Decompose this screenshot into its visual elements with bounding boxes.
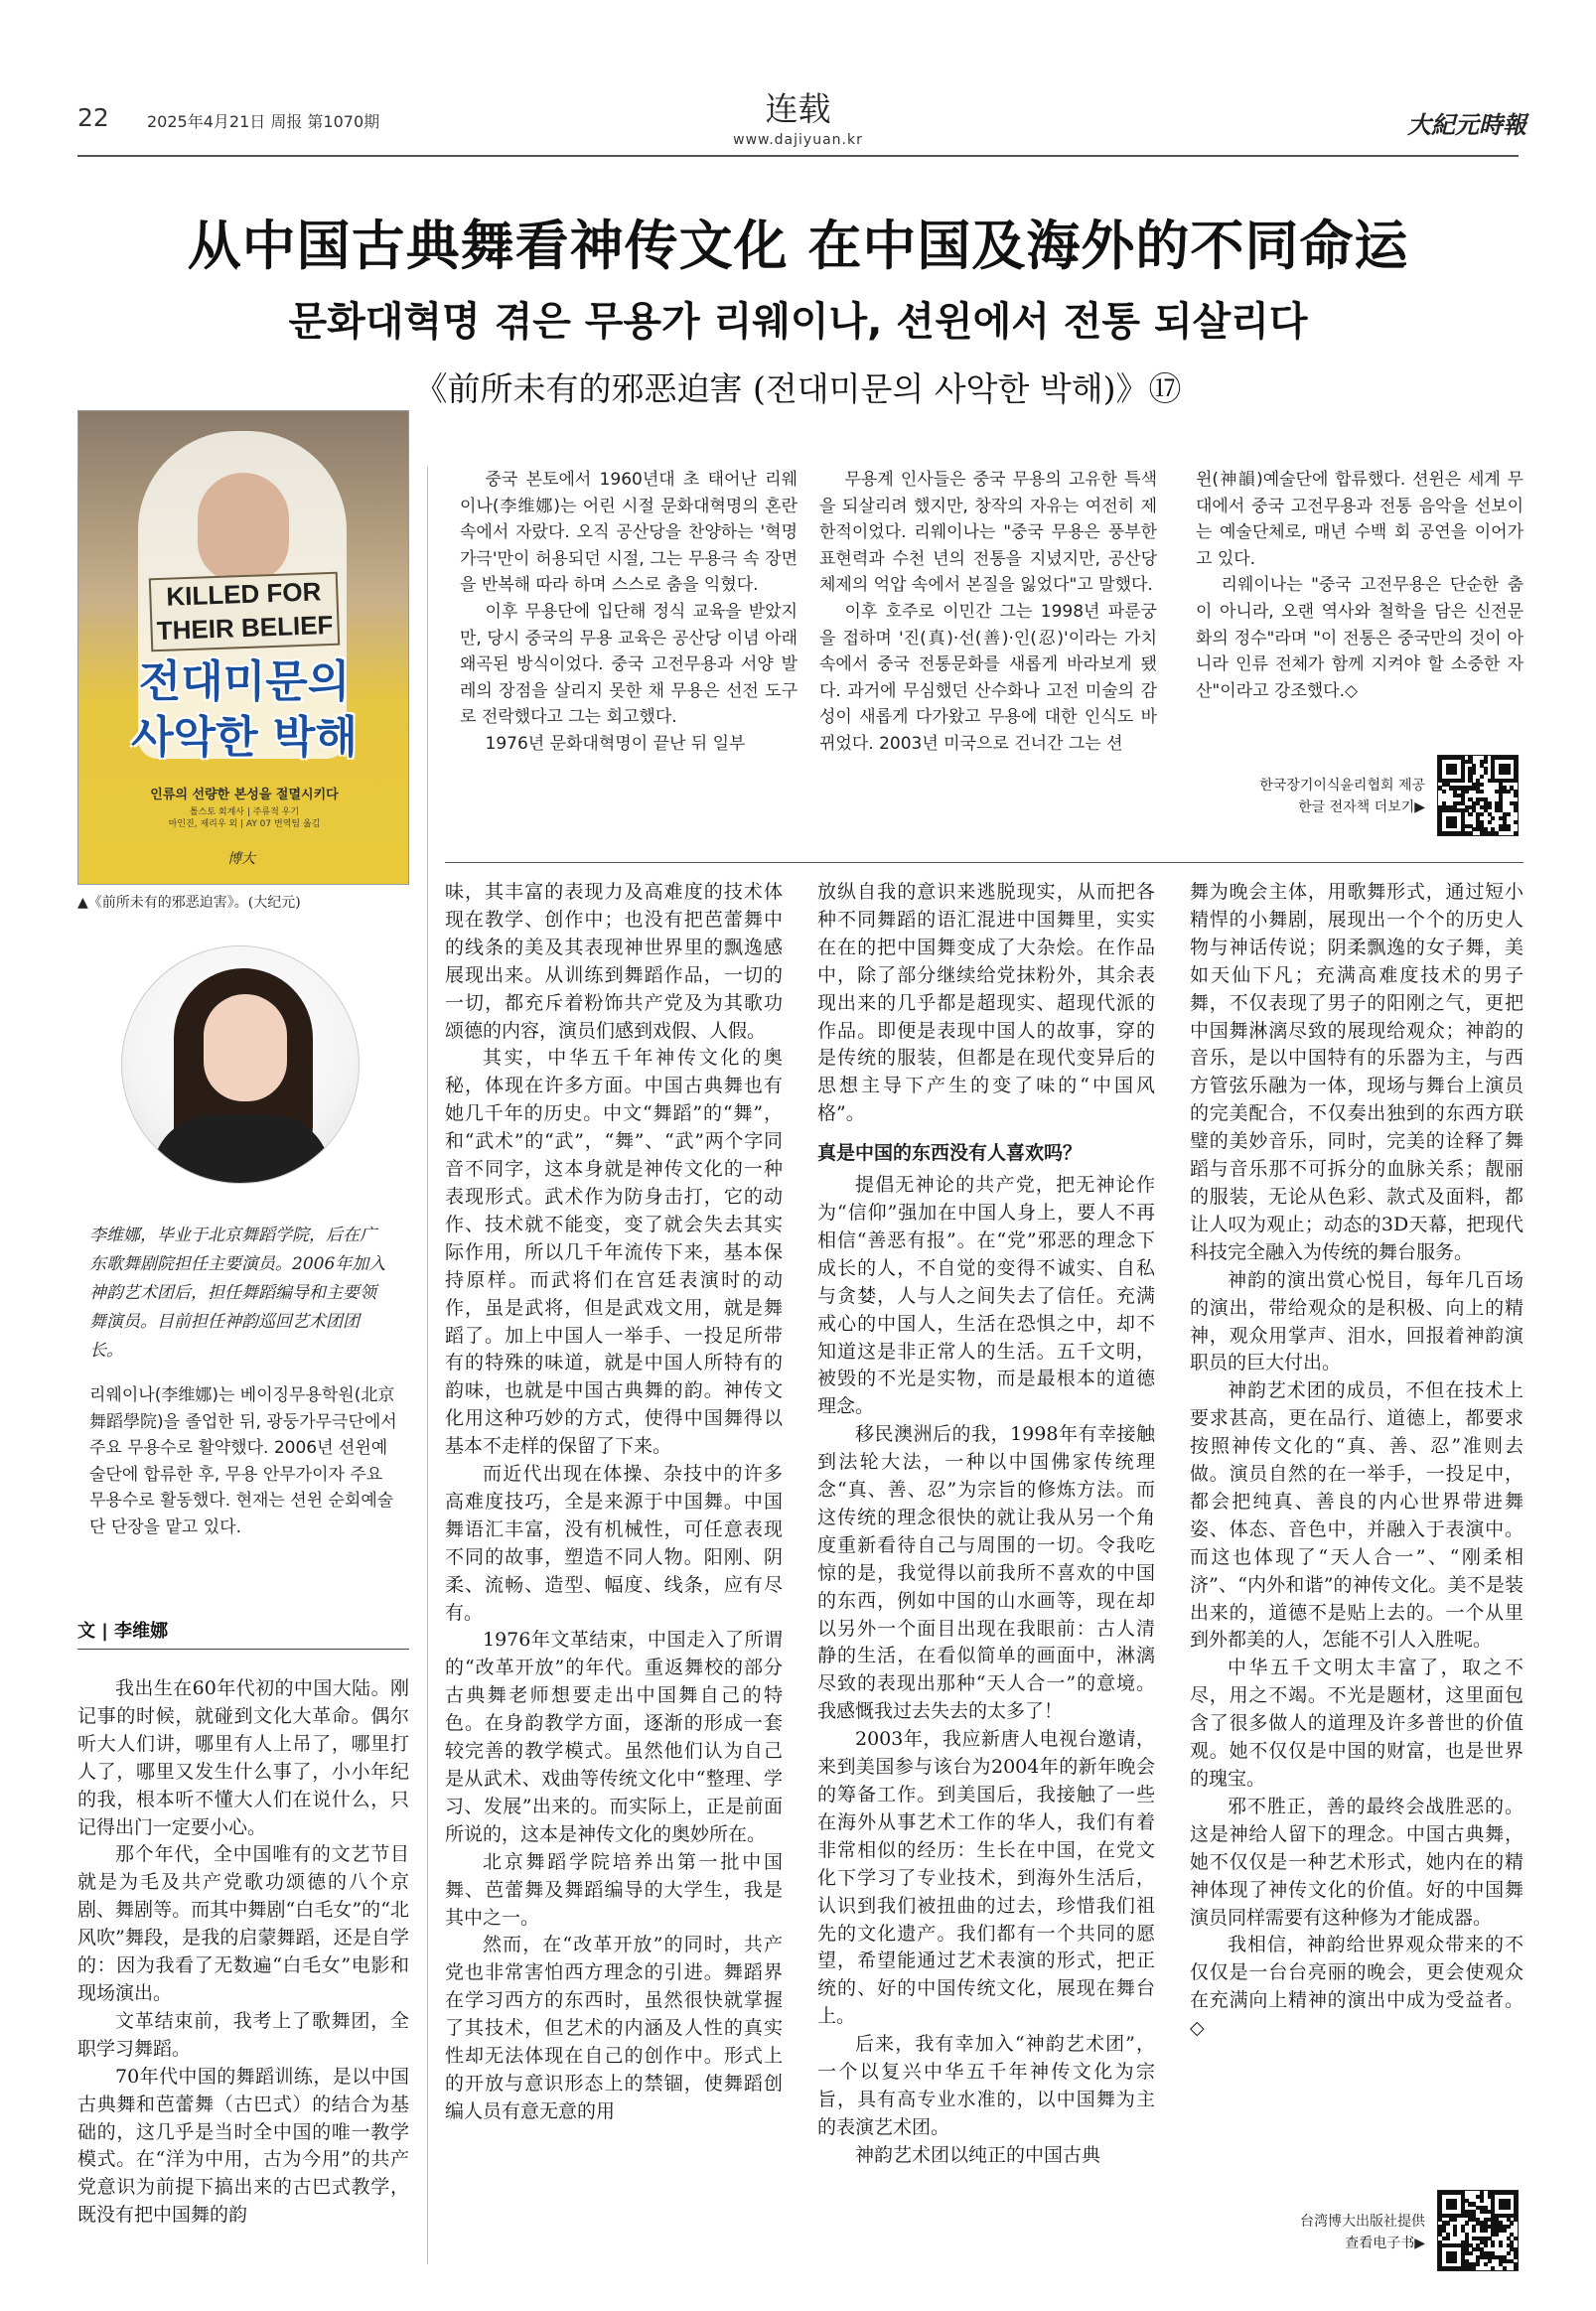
qr-module: [1465, 790, 1469, 794]
qr-module: [1507, 790, 1511, 794]
qr-module: [1507, 2251, 1511, 2255]
qr-module: [1468, 2251, 1472, 2255]
cover-sign-line2: THEIR BELIEF: [156, 609, 334, 647]
chinese-paragraph: 放纵自我的意识来逃脱现实，从而把各种不同舞蹈的语汇混进中国舞里，实实在在的把中国舞变成了大杂烩。在作品中，除了部分继续给党抹粉外，其余表现出来的几乎都是超现实、超现代派的作品。即便是表现中国人的故事，穿的是传统的服装，但都是在现代变异后的思想主导下产生的变了味的“中国风格”。: [817, 881, 1155, 1125]
chinese-paragraph: 神韵艺术团以纯正的中国古典: [855, 2143, 1101, 2166]
series-title: 《前所未有的邪恶迫害 (전대미문의 사악한 박해)》⑰: [414, 369, 1182, 408]
chinese-column-3: [1190, 879, 1523, 2043]
qr-module: [1507, 812, 1511, 816]
qr-module: [1480, 812, 1484, 816]
cover-credits-line2: 마인진, 제리우 외 | AY 07 번역팀 옮김: [168, 819, 321, 829]
cover-sign-line1: KILLED FOR: [165, 576, 322, 612]
qr-module: [1514, 808, 1518, 812]
chinese-paragraph: 1976年文革结束，中国走入了所谓的“改革开放”的年代。重返舞校的部分古典舞老师想要走出中国舞自己的特色。在身韵教学方面，逐渐的形成一套较完善的教学模式。虽然他们认为自己是从武术、戏曲等传统文化中“整理、学习、发展”出来的。而实际上，正是前面所说的，这本是神传文化的奥妙所在。: [445, 1629, 783, 1845]
cover-face: [198, 473, 289, 582]
site-url[interactable]: www.dajiyuan.kr: [733, 132, 863, 148]
cover-credits-line1: 톨스토 회계사 | 주류적 우기: [189, 807, 300, 817]
chinese-paragraph: 文革结束前，我考上了歌舞团，全职学习舞蹈。: [77, 2009, 409, 2060]
column-divider: [427, 467, 428, 2264]
cover-subtitle: 인류의 선량한 본성을 절멸시키다: [150, 788, 339, 802]
issue-date: 2025年4月21日 周报 第1070期: [147, 112, 380, 131]
qr-module: [1514, 794, 1518, 797]
qr-module: [1514, 779, 1518, 783]
qr-module: [1499, 2243, 1503, 2247]
chinese-paragraph: 2003年，我应新唐人电视台邀请，来到美国参与该台为2004年的新年晚会的筹备工作。到美国后，我接触了一些在海外从事艺术工作的华人，我们有着非常相似的经历：生长在中国，在党文化下学习了专业技术，到海外生活后，认识到我们被扭曲的过去，珍惜我们祖先的文化遗产。我们都有一个共同的愿望，希望能通过艺术表演的形式，把正统的、好的中国传统文化，展现在舞台上。: [817, 1728, 1155, 2028]
qr-module: [1507, 771, 1511, 775]
chinese-paragraph: 移民澳洲后的我，1998年有幸接触到法轮大法，一种以中国佛家传统理念“真、善、忍”为宗旨的修炼方法。而这传统的理念很快的就让我从另一个角度重新看待自己与周围的一切。令我吃惊的是，我觉得以前我所不喜欢的中国的东西，例如中国的山水画等，现在却以另外一个面目出现在我眼前：古人清静的生活，在看似简单的画面中，淋漓尽致的表现出那种“天人合一”的意境。我感慨我过去失去的太多了！: [817, 1423, 1155, 1723]
korean-paragraph: 윈(神韻)예술단에 합류했다. 션윈은 세계 무대에서 중국 고전무용과 전통 음악을 선보이는 예술단체로, 매년 수백 회 공연을 이어가고 있다.: [1196, 470, 1523, 569]
chinese-paragraph: 提倡无神论的共产党，把无神论作为“信仰”强加在中国人身上，要人不再相信“善恶有报”。在“党”邪恶的理念下成长的人，不自觉的变得不诚实、自私与贪婪，人与人之间失去了信任。充满戒心的中国人，生活在恐惧之中，却不知道这是非正常人的生活。五千文明，被毁的不光是实物，而是最根本的道德理念。: [817, 1174, 1155, 1418]
chinese-paragraph: 神韵艺术团的成员，不但在技术上要求甚高，更在品行、道德上，都要求按照神传文化的“真、善、忍”准则去做。演员自然的在一举手，一投足中，都会把纯真、善良的内心世界带进舞姿、体态、音色中，并融入于表演中。而这也体现了“天人合一”、“刚柔相济”、“内外和谐”的神传文化。美不是装出来的，道德不是贴上去的。一个从里到外都美的人，怎能不引人入胜呢。: [1190, 1379, 1523, 1652]
cover-publisher-logo: 博大: [227, 851, 255, 867]
korean-paragraph: 1976년 문화대혁명이 끝난 뒤 일부: [485, 733, 746, 754]
korean-column-3: [1196, 467, 1523, 704]
qr-module: [1480, 790, 1484, 794]
chinese-paragraph: 我相信，神韵给世界观众带来的不仅仅是一台台亮丽的晚会，更会使观众在充满向上精神的演出中成为受益者。◇: [1190, 1934, 1523, 2040]
chinese-paragraph: 那个年代，全中国唯有的文艺节目就是为毛及共产党歌功颂德的八个京剧、舞剧等。而其中舞剧“白毛女”的“北风吹”舞段，是我的启蒙舞蹈，还是自学的：因为我看了无数遍“白毛女”电影和现场演出。: [77, 1843, 409, 2004]
page-number: 22: [77, 103, 109, 132]
chinese-paragraph: 后来，我有幸加入“神韵艺术团”，一个以复兴中华五千年神传文化为宗旨，具有高专业水准的，以中国舞为主的表演艺术团。: [817, 2033, 1155, 2138]
author-bio-chinese: 李维娜，毕业于北京舞蹈学院，后在广东歌舞剧院担任主要演员。2006年加入神韵艺术团后，担任舞蹈编导和主要领舞演员。目前担任神韵巡回艺术团团长。: [89, 1226, 386, 1361]
qr-module: [1491, 2266, 1495, 2270]
chinese-paragraph: 北京舞蹈学院培养出第一批中国舞、芭蕾舞及舞蹈编导的大学生，我是其中之一。: [445, 1850, 783, 1929]
qr-module: [1480, 2199, 1484, 2203]
cover-credits: [78, 806, 409, 830]
cover-title: [78, 654, 409, 766]
korean-paragraph: 리웨이나는 "중국 고전무용은 단순한 춤이 아니라, 오랜 역사와 철학을 담은 신전문화의 정수"라며 "이 전통은 중국만의 것이 아니라 인류 전체가 함께 지켜야 할 소중한 자산"이라고 강조했다.◇: [1196, 575, 1523, 701]
chinese-ebook-link[interactable]: 查看电子书▶: [1345, 2236, 1425, 2251]
header-divider: [77, 155, 1519, 157]
main-headline: 从中国古典舞看神传文化 在中国及海外的不同命运: [187, 214, 1409, 277]
qr-module: [1453, 2259, 1457, 2263]
portrait-body: [152, 1115, 331, 1184]
chinese-ebook-caption: [1212, 2211, 1425, 2254]
qr-module: [1480, 783, 1484, 787]
korean-paragraph: 이후 호주로 이민간 그는 1998년 파룬궁을 접하며 '진(真)·선(善)·인(忍)'이라는 가치 속에서 중국 전통문화를 새롭게 바라보게 됐다. 과거에 무심했던 산수화나 고전 미술의 감성이 새롭게 다가왔고 무용에 대한 인식도 바뀌었다. 2003년 미국으로 건너간 그는 션: [819, 601, 1157, 754]
qr-module: [1507, 2225, 1511, 2229]
qr-module: [1476, 2262, 1480, 2266]
qr-module: [1491, 816, 1495, 820]
qr-module: [1514, 2266, 1518, 2270]
chinese-paragraph: 中华五千文明太丰富了，取之不尽，用之不竭。不光是题材，这里面包含了很多做人的道理及许多普世的价值观。她不仅仅是中国的财富，也是世界的瑰宝。: [1190, 1657, 1523, 1790]
byline: 文 | 李维娜: [77, 1621, 169, 1642]
qr-module: [1484, 771, 1488, 775]
qr-module: [1514, 2255, 1518, 2259]
masthead-logo: 大紀元時報: [1407, 110, 1526, 139]
qr-module: [1453, 2233, 1457, 2237]
chinese-paragraph: 邪不胜正，善的最终会战胜恶的。这是神给人留下的理念。中国古典舞，她不仅仅是一种艺术形式，她内在的精神体现了神传文化的价值。好的中国舞演员同样需要有这种修为才能成器。: [1190, 1795, 1523, 1929]
cover-title-line1: 전대미문의: [138, 656, 351, 707]
book-caption: ▲《前所未有的邪恶迫害》。(大纪元): [77, 895, 301, 911]
qr-module: [1514, 820, 1518, 824]
chinese-paragraph: 我出生在60年代初的中国大陆。刚记事的时候，就碰到文化大革命。偶尔听大人们讲，哪里有人上吊了，哪里打人了，哪里又发生什么事了，小小年纪的我，根本听不懂大人们在说什么，只记得出门一定要小心。: [77, 1677, 409, 1838]
qr-module: [1488, 2259, 1492, 2263]
qr-module: [1484, 760, 1488, 764]
qr-module: [1472, 771, 1476, 775]
chinese-paragraph: 味，其丰富的表现力及高难度的技术体现在教学、创作中；也没有把芭蕾舞中的线条的美及其表现神世界里的飘逸感展现出来。从训练到舞蹈作品，一切的一切，都充斥着粉饰共产党及为其歌功颂德的内容，演员们感到戏假、人假。: [445, 881, 783, 1042]
chinese-paragraph: 然而，在“改革开放”的同时，共产党也非常害怕西方理念的引进。舞蹈界在学习西方的东西时，虽然很快就掌握了其技术，但艺术的内涵及人性的真实性却无法体现在自己的创作中。形式上的开放与意识形态上的禁锢，使舞蹈创编人员有意无意的用: [445, 1934, 783, 2122]
qr-module: [1465, 2221, 1469, 2225]
chinese-paragraph: 神韵的演出赏心悦目，每年几百场的演出，带给观众的是积极、向上的精神，观众用掌声、泪水，回报着神韵演职员的巨大付出。: [1190, 1268, 1523, 1374]
qr-module: [1488, 805, 1492, 809]
qr-module: [1507, 827, 1511, 831]
qr-module: [1472, 2266, 1476, 2270]
qr-module: [1503, 2229, 1507, 2233]
chinese-column-2: [817, 879, 1155, 2170]
korean-ebook-provider: 한국장기이식윤리협회 제공: [1259, 778, 1425, 794]
cover-title-line2: 사악한 박해: [131, 712, 358, 763]
author-portrait: [121, 945, 360, 1184]
qr-module: [1453, 2218, 1457, 2222]
korean-ebook-link[interactable]: 한글 전자책 더보기▶: [1298, 799, 1425, 815]
qr-module: [1484, 2262, 1488, 2266]
korean-paragraph: 무용계 인사들은 중국 무용의 고유한 특색을 되살리려 했지만, 창작의 자유는 여전히 제한적이었다. 리웨이나는 "중국 무용은 풍부한 표현력과 수천 년의 전통을 지녔지만, 공산당 체제의 억압 속에서 본질을 잃었다"고 말했다.: [819, 470, 1157, 596]
section-title: 连载: [765, 89, 831, 128]
qr-module: [1480, 775, 1484, 779]
qr-module: [1488, 820, 1492, 824]
korean-column-2: [819, 467, 1157, 758]
chinese-column-1: [445, 879, 783, 2126]
korean-paragraph: 중국 본토에서 1960년대 초 태어난 리웨이나(李维娜)는 어린 시절 문화대혁명의 혼란 속에서 자랐다. 오직 공산당을 찬양하는 '혁명가극'만이 허용되던 시절, 그는 무용극 속 장면을 반복해 따라 하며 스스로 춤을 익혔다.: [460, 470, 798, 596]
chinese-paragraph: 舞为晚会主体，用歌舞形式，通过短小精悍的小舞剧，展现出一个个的历史人物与神话传说；阴柔飘逸的女子舞，美如天仙下凡；充满高难度技术的男子舞，不仅表现了男子的阳刚之气，更把中国舞淋漓尽致的展现给观众；神韵的音乐，是以中国特有的乐器为主，与西方管弦乐融为一体，现场与舞台上演员的完美配合，不仅奏出独到的东西方联璧的美妙音乐，同时，完美的诠释了舞蹈与音乐那不可拆分的血脉关系；靓丽的服装，无论从色彩、款式及面料，都让人叹为观止；动态的3D天幕，把现代科技完全融入为传统的舞台服务。: [1190, 881, 1523, 1263]
qr-module: [1468, 831, 1472, 835]
qr-module: [1446, 2221, 1450, 2225]
korean-ebook-qr-code[interactable]: [1437, 755, 1519, 836]
qr-module: [1472, 2229, 1476, 2233]
qr-module: [1514, 831, 1518, 835]
korean-section-divider: [445, 862, 1523, 863]
author-bio-korean: 리웨이나(李维娜)는 베이징무용학원(北京舞蹈學院)을 졸업한 뒤, 광둥가무극단에서 주요 무용수로 활약했다. 2006년 션윈예술단에 합류한 후, 무용 안무가이자 주요 무용수로 활동했다. 현재는 션윈 순회예술단 단장을 맡고 있다.: [89, 1385, 397, 1537]
qr-module: [1484, 2243, 1488, 2247]
qr-module: [1495, 831, 1499, 835]
book-cover-image: [77, 410, 409, 885]
chinese-paragraph: 70年代中国的舞蹈训练，是以中国古典舞和芭蕾舞（古巴式）的结合为基础的，这几乎是当时全中国的唯一教学模式。在“洋为中用，古为今用”的共产党意识为前提下搞出来的古巴式教学，既没有把中国舞的韵: [77, 2065, 409, 2227]
korean-ebook-caption: [1197, 775, 1425, 818]
qr-module: [1503, 2266, 1507, 2270]
qr-module: [1442, 790, 1446, 794]
qr-module: [1491, 2243, 1495, 2247]
qr-module: [1468, 812, 1472, 816]
korean-paragraph: 이후 무용단에 입단해 정식 교육을 받았지만, 당시 중국의 무용 교육은 공산당 이념 아래 왜곡된 방식이었다. 중국 고전무용과 서양 발레의 장점을 살리지 못한 채 무용은 선전 도구로 전락했다고 그는 회고했다.: [460, 601, 798, 728]
qr-module: [1484, 2229, 1488, 2233]
chinese-subheading: 真是中国的东西没有人喜欢吗？: [817, 1142, 1083, 1165]
qr-module: [1453, 771, 1457, 775]
qr-module: [1514, 2237, 1518, 2240]
korean-column-1: [460, 467, 798, 758]
cover-protest-sign: [149, 572, 340, 652]
chinese-paragraph: 而近代出现在体操、杂技中的许多高难度技巧，全是来源于中国舞。中国舞语汇丰富，没有机械性，可任意表现不同的故事，塑造不同人物。阳刚、阴柔、流畅、造型、幅度、线条，应有尽有。: [445, 1463, 783, 1624]
korean-headline: 문화대혁명 겪은 무용가 리웨이나, 션윈에서 전통 되살리다: [288, 299, 1308, 345]
byline-divider: [77, 1649, 409, 1650]
qr-module: [1510, 2221, 1514, 2225]
qr-module: [1461, 779, 1465, 783]
chinese-ebook-qr-code[interactable]: [1437, 2190, 1519, 2271]
qr-module: [1453, 2206, 1457, 2210]
qr-module: [1453, 824, 1457, 828]
chinese-column-0: [77, 1675, 409, 2230]
qr-module: [1507, 2206, 1511, 2210]
qr-module: [1514, 2218, 1518, 2222]
chinese-ebook-provider: 台湾博大出版社提供: [1300, 2214, 1425, 2230]
qr-module: [1446, 2237, 1450, 2240]
qr-module: [1495, 2233, 1499, 2237]
chinese-paragraph: 其实，中华五千年神传文化的奥秘，体现在许多方面。中国古典舞也有她几千年的历史。中文“舞蹈”的“舞”，和“武术”的“武”，“舞”、“武”两个字同音不同字，这本身就是神传文化的一种表现形式。武术作为防身击打，它的动作、技术就不能变，变了就会失去其实际作用，所以几千年流传下来，基本保持原样。而武将们在宫廷表演时的动作，虽是武将，但是武戏文用，就是舞蹈了。加上中国人一举手、一投足所带有的特殊的味道，就是中国人所特有的韵味，也就是中国古典舞的韵。神传文化用这种巧妙的方式，使得中国舞得以基本不走样的保留了下来。: [445, 1047, 783, 1458]
portrait-face: [204, 994, 287, 1101]
